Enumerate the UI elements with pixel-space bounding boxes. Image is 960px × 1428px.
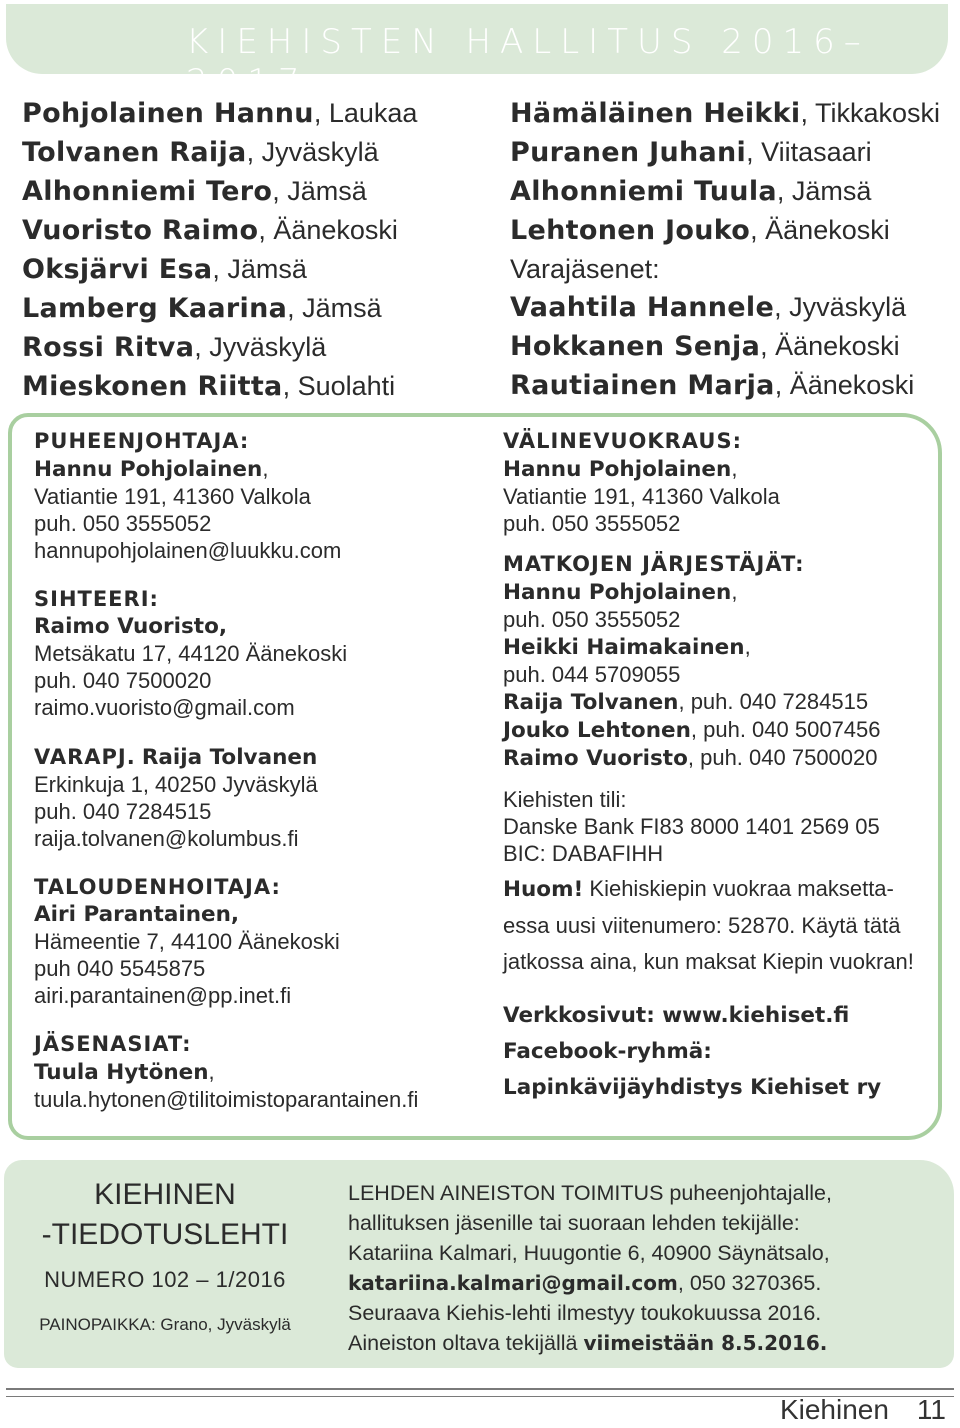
header-bar: [6, 4, 948, 102]
editor-email[interactable]: katariina.kalmari@gmail.com: [348, 1271, 678, 1295]
magazine-issue: NUMERO 102 – 1/2016: [44, 1267, 286, 1292]
secretary-email[interactable]: raimo.vuoristo@gmail.com: [34, 695, 295, 720]
secretary-name: Raimo Vuoristo,: [34, 614, 228, 639]
board-member: Vuoristo Raimo, Äänekoski: [22, 215, 398, 246]
vice-chair-heading: VARAPJ. Raija Tolvanen: [34, 745, 318, 770]
publication-name: Kiehinen: [779, 1394, 889, 1425]
trip-organizer: Hannu Pohjolainen,: [503, 579, 738, 605]
deputy-member: Rautiainen Marja, Äänekoski: [510, 370, 915, 401]
deputy-member: Vaahtila Hannele, Jyväskylä: [510, 292, 907, 323]
board-member: Hämäläinen Heikki, Tikkakoski: [510, 98, 941, 129]
board-members-left: [22, 94, 417, 406]
magazine-subtitle: -TIEDOTUSLEHTI: [41, 1218, 289, 1251]
board-member: Oksjärvi Esa, Jämsä: [22, 254, 307, 285]
account-bank: Danske Bank FI83 8000 1401 2569 05: [503, 814, 880, 839]
magazine-info: [20, 1175, 310, 1335]
board-members-right: [510, 94, 940, 405]
trip-organizer-phone: puh. 050 3555052: [503, 607, 681, 632]
secretary-address: Metsäkatu 17, 44120 Äänekoski: [34, 641, 348, 666]
chair-address: Vatiantie 191, 41360 Valkola: [34, 484, 311, 509]
board-member: Lehtonen Jouko, Äänekoski: [510, 215, 890, 246]
members-heading: JÄSENASIAT:: [34, 1032, 192, 1056]
treasurer-phone: puh 040 5545875: [34, 956, 206, 981]
secretary-phone: puh. 040 7500020: [34, 668, 212, 693]
chair-phone: puh. 050 3555052: [34, 511, 212, 536]
deputies-label: Varajäsenet:: [510, 254, 660, 284]
vice-chair-address: Erkinkuja 1, 40250 Jyväskylä: [34, 772, 318, 797]
board-member: Pohjolainen Hannu, Laukaa: [22, 98, 418, 129]
magazine-title: KIEHINEN: [94, 1178, 236, 1211]
members-email[interactable]: tuula.hytonen@tilitoimistoparantainen.fi: [34, 1087, 419, 1112]
board-member: Rossi Ritva, Jyväskylä: [22, 332, 327, 363]
board-member: Puranen Juhani, Viitasaari: [510, 137, 872, 168]
board-member: Mieskonen Riitta, Suolahti: [22, 371, 396, 402]
members-name: Tuula Hytönen,: [34, 1059, 215, 1085]
rental-phone: puh. 050 3555052: [503, 511, 681, 536]
deputy-member: Hokkanen Senja, Äänekoski: [510, 331, 900, 362]
board-member: Lamberg Kaarina, Jämsä: [22, 293, 382, 324]
trip-organizer: Raimo Vuoristo, puh. 040 7500020: [503, 745, 878, 771]
trips-heading: MATKOJEN JÄRJESTÄJÄT:: [503, 552, 805, 576]
board-member: Alhonniemi Tuula, Jämsä: [510, 176, 872, 207]
rental-name: Hannu Pohjolainen,: [503, 456, 738, 482]
vice-chair-phone: puh. 040 7284515: [34, 799, 212, 824]
trip-organizer: Heikki Haimakainen,: [503, 634, 751, 660]
page-title: KIEHISTEN HALLITUS 2016–2017: [186, 22, 870, 102]
account-bic: BIC: DABAFIHH: [503, 841, 664, 866]
treasurer-name: Airi Parantainen,: [34, 902, 240, 927]
board-member: Tolvanen Raija, Jyväskylä: [22, 137, 379, 168]
facebook-label: Facebook-ryhmä:: [503, 1039, 712, 1064]
vice-chair-email[interactable]: raija.tolvanen@kolumbus.fi: [34, 826, 299, 851]
contacts-left-column: [34, 428, 474, 1113]
page-number: 11: [916, 1394, 946, 1425]
secretary-heading: SIHTEERI:: [34, 587, 159, 611]
chair-name: Hannu Pohjolainen,: [34, 456, 269, 482]
contacts-right-column: [503, 428, 933, 1106]
trip-organizer-phone: puh. 044 5709055: [503, 662, 681, 687]
web-links: [503, 998, 933, 1106]
account-label: Kiehisten tili:: [503, 787, 627, 812]
deadline: viimeistään 8.5.2016.: [583, 1331, 828, 1355]
rental-address: Vatiantie 191, 41360 Valkola: [503, 484, 780, 509]
facebook-group-link[interactable]: Lapinkävijäyhdistys Kiehiset ry: [503, 1075, 882, 1100]
trip-organizer: Jouko Lehtonen, puh. 040 5007456: [503, 717, 881, 743]
notice: Huom! Kiehiskiepin vuokraa maksetta- essa uusi viitenumero: 52870. Käytä tätä jatkossa aina, kun maksat Kiepin vuokran!: [503, 876, 914, 974]
chair-email[interactable]: hannupohjolainen@luukku.com: [34, 538, 342, 563]
treasurer-email[interactable]: airi.parantainen@pp.inet.fi: [34, 983, 292, 1008]
treasurer-address: Hämeentie 7, 44100 Äänekoski: [34, 929, 340, 954]
submission-info: LEHDEN AINEISTON TOIMITUS puheenjohtajalle, hallituksen jäsenille tai suoraan lehden tekijälle: Katariina Kalmari, Huugontie 6, 40900 Säynätsalo, katariina.kalmari@gmail.com, 050 3270365. Seuraava Kiehis-lehti ilmestyy toukokuussa 2016. Aineiston oltava tekijällä viimeistään 8.5.2016.: [348, 1181, 832, 1355]
website-link[interactable]: Verkkosivut: www.kiehiset.fi: [503, 1003, 850, 1028]
page-footer: [780, 1394, 946, 1426]
magazine-printer: PAINOPAIKKA: Grano, Jyväskylä: [39, 1315, 291, 1334]
trip-organizer: Raija Tolvanen, puh. 040 7284515: [503, 689, 869, 715]
treasurer-heading: TALOUDENHOITAJA:: [34, 875, 281, 899]
chair-heading: PUHEENJOHTAJA:: [34, 429, 250, 453]
board-member: Alhonniemi Tero, Jämsä: [22, 176, 367, 207]
rental-heading: VÄLINEVUOKRAUS:: [503, 429, 742, 453]
